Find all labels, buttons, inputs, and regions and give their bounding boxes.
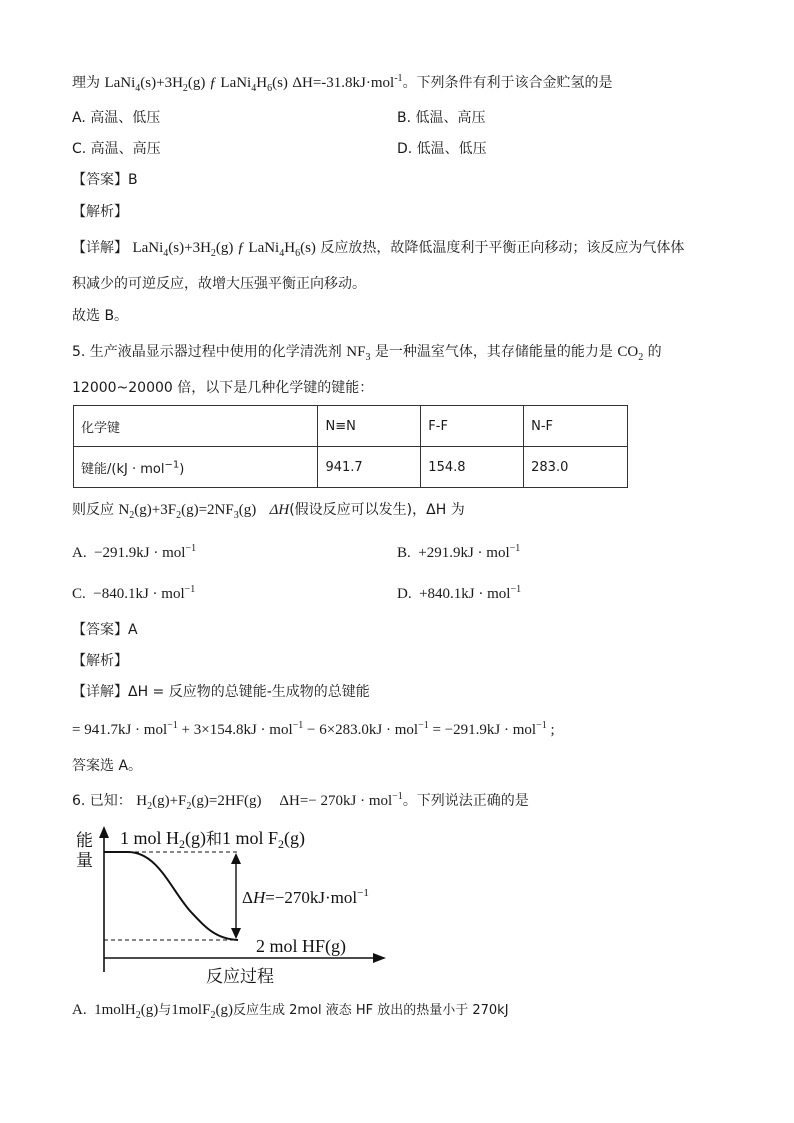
table-cell: 154.8 xyxy=(421,447,524,488)
q5-question-prefix: 则反应 xyxy=(72,502,114,518)
q6-stem-suffix: 。下列说法正确的是 xyxy=(402,793,529,809)
q5-stem-line2: 12000~20000 倍，以下是几种化学键的键能： xyxy=(72,380,374,396)
table-header-cell: F-F xyxy=(421,406,524,447)
q6-stem-reaction: $H_2(g)+F_2(g)=2HF(g)$ xyxy=(136,793,262,812)
q5-stem-part-a: 5. 生产液晶显示器过程中使用的化学清洗剂 xyxy=(72,344,342,360)
y-axis-arrow-icon xyxy=(99,826,109,838)
q4-stem-dh: ΔH=-31.8kJ·mol$^{-1}$ xyxy=(292,73,403,91)
q5-stem-line1 xyxy=(72,342,662,362)
q4-detail-rest: 反应放热，故降低温度利于平衡正向移动；该反应为气体体 xyxy=(320,240,685,256)
q5-stem-co2: $CO_2$ xyxy=(617,344,644,363)
table-header-row xyxy=(74,406,628,447)
q4-option-c: C. 高温、高压 xyxy=(72,141,161,157)
q4-detail xyxy=(72,238,684,258)
q4-stem-prefix: 理为 xyxy=(72,75,100,91)
reactants-label: 1 mol $H_2(g)$和1 mol $F_2(g)$ xyxy=(120,828,306,851)
delta-h-label: ΔH=−270kJ·mol$^{-1}$ xyxy=(242,887,369,907)
y-axis-label-top: 能 xyxy=(76,831,93,851)
table-cell: 941.7 xyxy=(318,447,421,488)
energy-diagram xyxy=(66,822,396,992)
q6-stem-prefix: 6. 已知： xyxy=(72,793,132,809)
bond-energy-table xyxy=(73,405,628,488)
q5-answer: 【答案】A xyxy=(72,622,138,638)
arrow-down-icon xyxy=(231,928,241,939)
q4-detail-reaction: $LaNi_4(s)+3H_2(g)$ ƒ $LaNi_4H_6(s)$ xyxy=(132,240,316,259)
products-label: 2 mol HF(g) xyxy=(256,936,346,956)
q5-conclusion: 答案选 A。 xyxy=(72,758,143,774)
q4-analysis-label: 【解析】 xyxy=(72,204,128,220)
q5-detail: 【详解】ΔH = 反应物的总键能-生成物的总键能 xyxy=(72,684,370,700)
q4-stem xyxy=(72,73,613,93)
q6-stem xyxy=(72,791,529,811)
q4-conclusion: 故选 B。 xyxy=(72,308,129,324)
y-axis-label-bottom: 量 xyxy=(76,851,93,871)
q6-stem-dh: ΔH=− 270kJ · mol$^{-1}$ xyxy=(279,791,403,809)
table-cell: 283.0 xyxy=(524,447,628,488)
q5-option-c: C. −840.1kJ · mol$^{-1}$ xyxy=(72,584,196,602)
q6-option-a: A. 1molH$_2$(g)与1molF$_2$(g)反应生成 2mol 液态 HF 放出的热量小于 270kJ xyxy=(72,1002,509,1021)
table-header-cell: 化学键 xyxy=(74,406,318,447)
q5-calculation: = 941.7kJ · mol$^{-1}$ + 3×154.8kJ · mol$^{-1}$ − 6×283.0kJ · mol$^{-1}$ = −291.9kJ · mol$^{-1}$ ; xyxy=(72,720,555,738)
table-row-label: 键能/(kJ · mol$^{-1}$) xyxy=(74,447,318,488)
q5-stem-part-c: 的 xyxy=(647,344,662,360)
table-row xyxy=(74,447,628,488)
q4-detail-prefix: 【详解】 xyxy=(72,240,128,256)
q4-stem-suffix: 。下列条件有利于该合金贮氢的是 xyxy=(402,75,613,91)
arrow-up-icon xyxy=(231,853,241,864)
q5-question-suffix: (假设反应可以发生)，ΔH 为 xyxy=(289,502,465,518)
q5-stem-nf3: $NF_3$ xyxy=(346,344,371,363)
q5-question-reaction: $N_2(g)+3F_2(g)=2NF_3(g)$ xyxy=(118,502,257,521)
table-header-cell: N≡N xyxy=(318,406,421,447)
q5-option-a: A. −291.9kJ · mol$^{-1}$ xyxy=(72,543,197,561)
q5-option-d: D. +840.1kJ · mol$^{-1}$ xyxy=(397,584,522,602)
q4-option-a: A. 高温、低压 xyxy=(72,110,161,126)
q4-option-b: B. 低温、高压 xyxy=(397,110,486,126)
q5-option-b: B. +291.9kJ · mol$^{-1}$ xyxy=(397,543,521,561)
x-axis-label: 反应过程 xyxy=(206,967,274,987)
q5-question xyxy=(72,500,465,520)
q5-stem-part-b: 是一种温室气体，其存储能量的能力是 xyxy=(374,344,613,360)
q4-detail-line2: 积减少的可逆反应，故增大压强平衡正向移动。 xyxy=(72,276,366,292)
q5-question-dh: ΔH xyxy=(269,502,290,518)
q4-answer: 【答案】B xyxy=(72,172,138,188)
reaction-curve xyxy=(128,852,238,940)
q4-stem-reaction: $LaNi_4(s)+3H_2(g)$ ƒ $LaNi_4H_6(s)$ xyxy=(104,75,288,94)
q4-option-d: D. 低温、低压 xyxy=(397,141,487,157)
q5-analysis-label: 【解析】 xyxy=(72,653,128,669)
table-header-cell: N-F xyxy=(524,406,628,447)
x-axis-arrow-icon xyxy=(373,953,386,963)
